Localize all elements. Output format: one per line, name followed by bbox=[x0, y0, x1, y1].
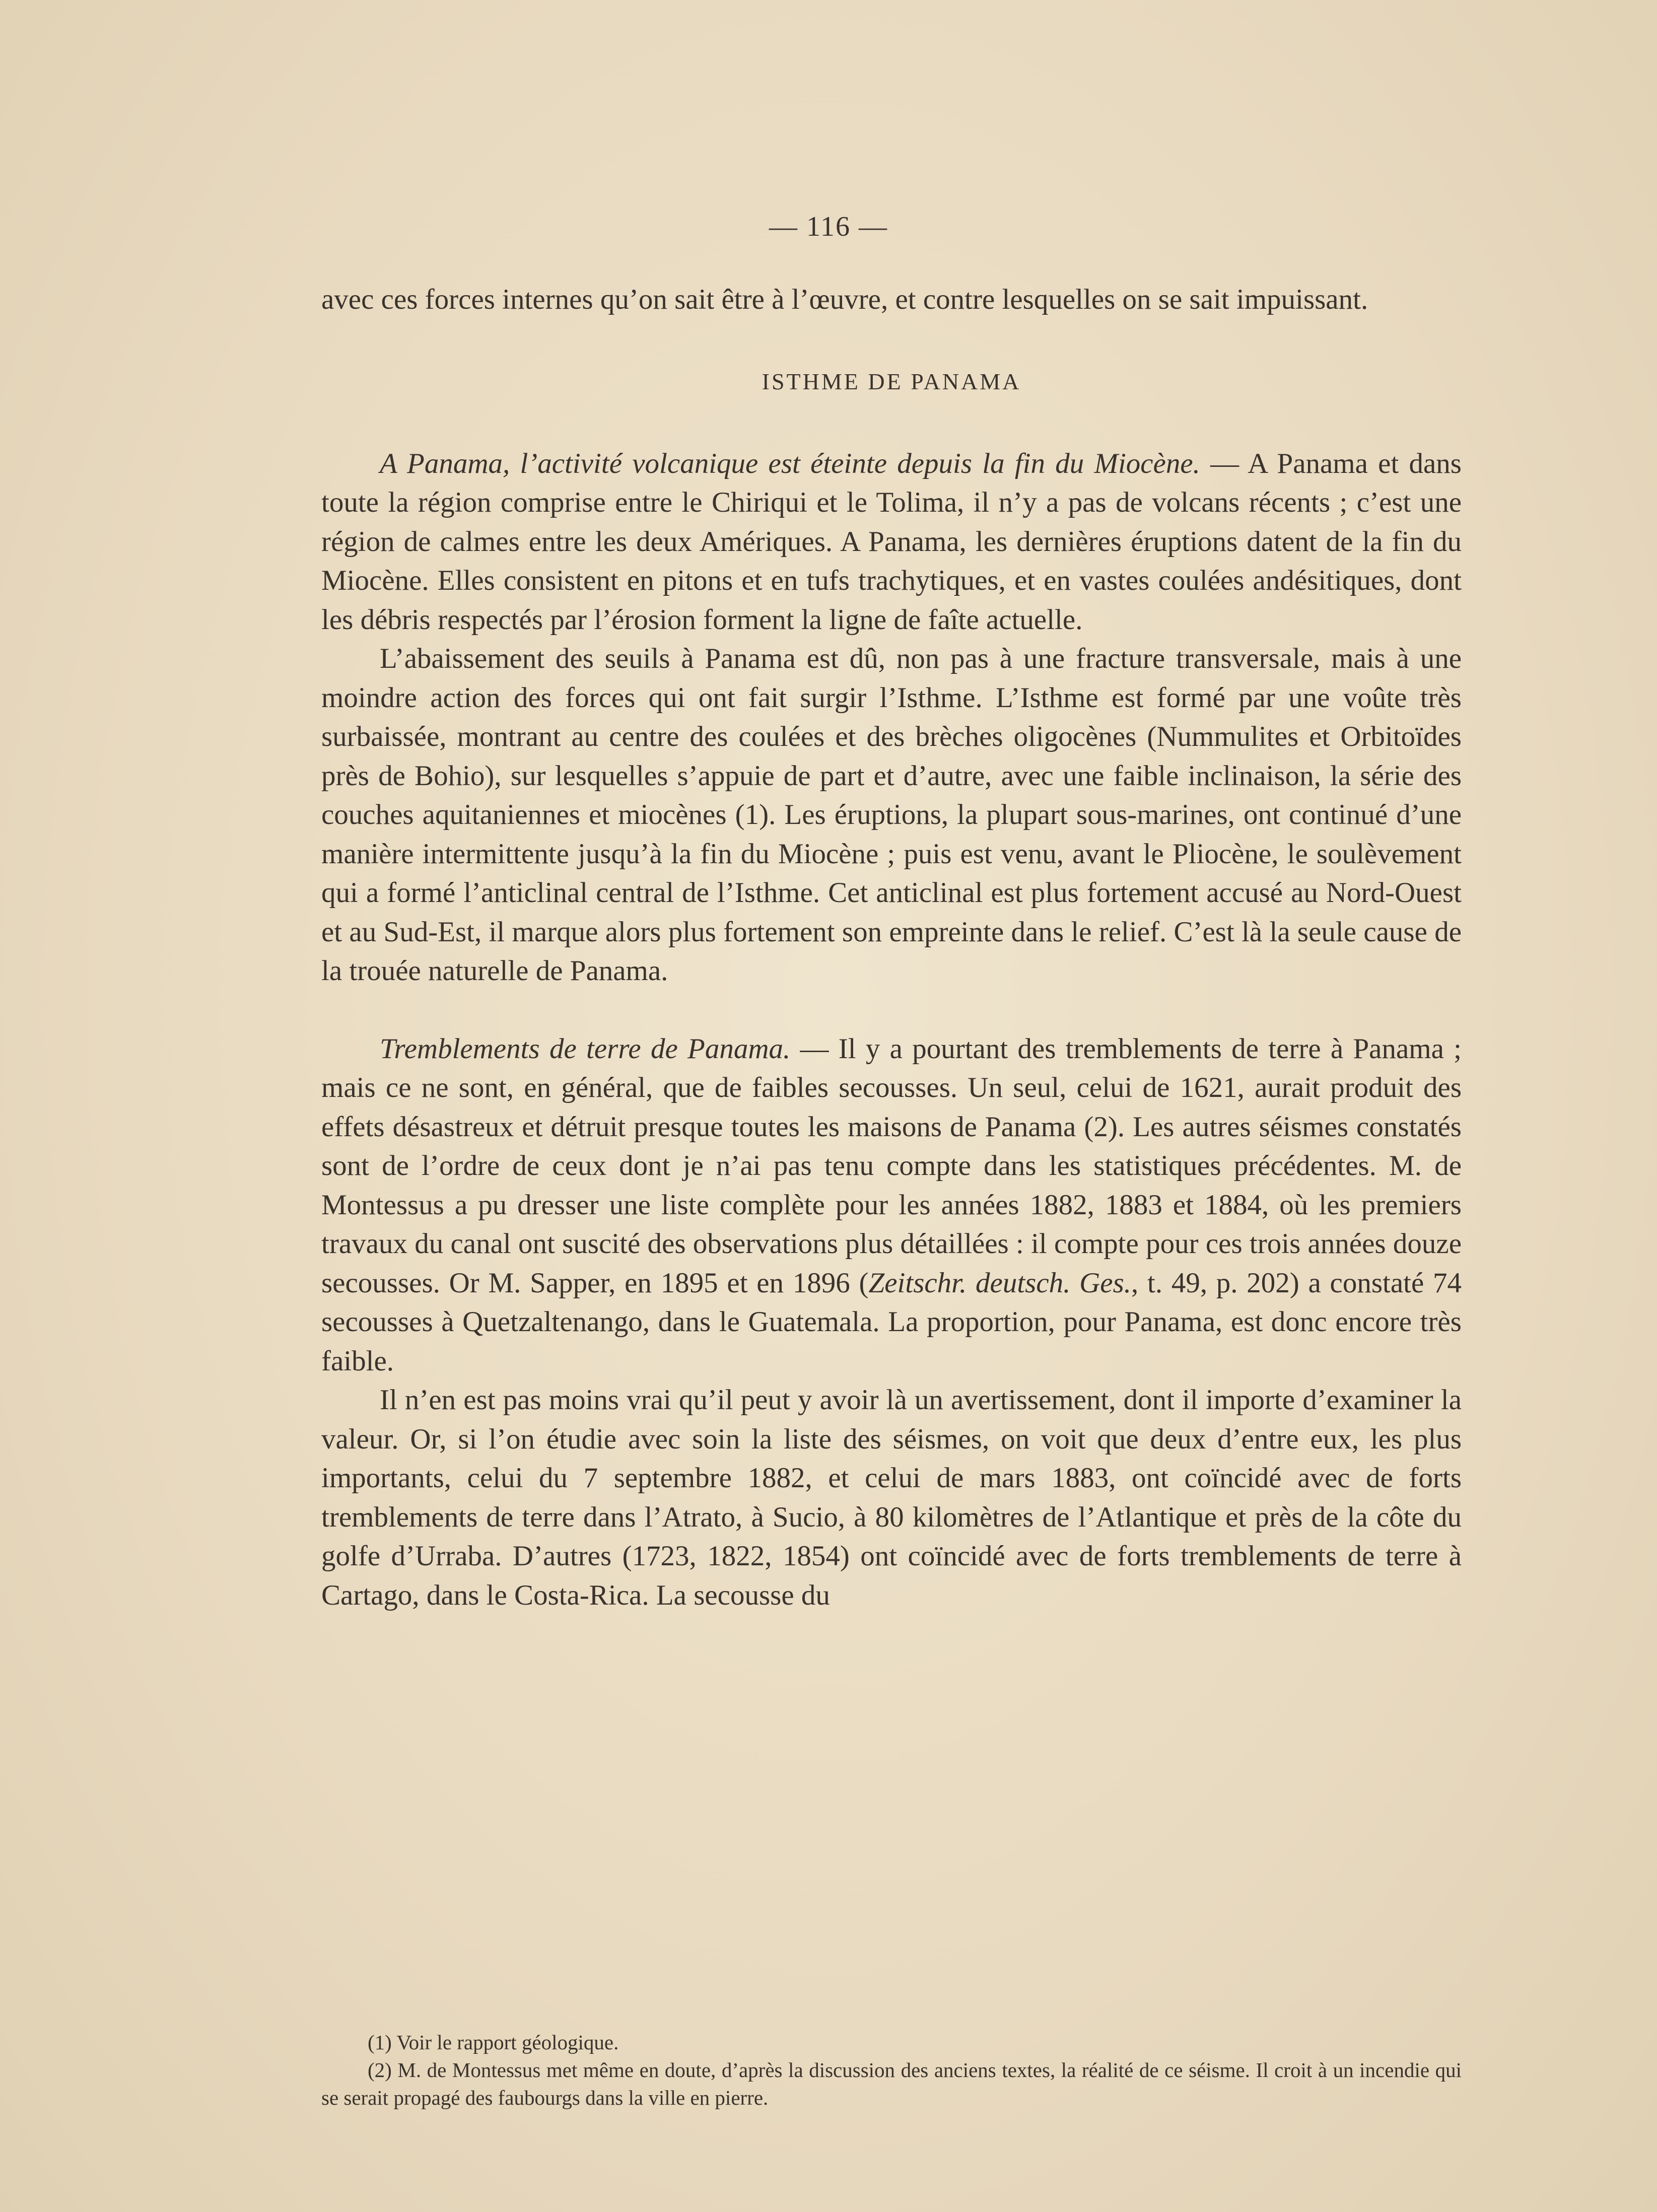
footnote-1: (1) Voir le rapport géologique. bbox=[368, 2031, 619, 2054]
paragraph-isthmus-structure: L’abaissement des seuils à Panama est dû, non pas à une fracture transversale, mais à une moindre action des forces qui ont fait surgir l’Isthme. L’Isthme est formé par une voûte très surbaissée, montrant au centre des coulées et des brèches oligocènes (Nummulites et Orbitoïdes près de Bohio), sur lesquelles s’appuie de part et d’autre, avec une faible inclinaison, la série des couches aquitaniennes et miocènes (1). Les éruptions, la plupart sous-marines, ont continué d’une manière intermittente jusqu’à la fin du Miocène ; puis est venu, avant le Pliocène, le soulèvement qui a formé l’anticlinal central de l’Isthme. Cet anticlinal est plus fortement accusé au Nord-Ouest et au Sud-Est, il marque alors plus fortement son empreinte dans le relief. C’est là la seule cause de la trouée naturelle de Panama. bbox=[321, 643, 1462, 987]
citation-journal: Zeitschr. deutsch. Ges. bbox=[868, 1267, 1132, 1299]
intro-paragraph: avec ces forces internes qu’on sait être à l’œuvre, et contre lesquelles on se sait impuissant. bbox=[321, 284, 1368, 315]
paragraph-earthquakes-title: Tremblements de terre de Panama. bbox=[380, 1032, 791, 1065]
paragraph-earthquakes-body-b: , t. 49, p. 202) a constaté 74 secousses à Quetzaltenango, dans le Guatemala. La proportion, pour Panama, est donc encore très faible. bbox=[321, 1267, 1462, 1377]
paragraph-warning: Il n’en est pas moins vrai qu’il peut y avoir là un avertissement, dont il importe d’examiner la valeur. Or, si l’on étudie avec soin la liste des séismes, on voit que deux d’entre eux, les plus importants, celui du 7 septembre 1882, et celui de mars 1883, ont coïncidé avec de forts tremblements de terre dans l’Atrato, à Sucio, à 80 kilomètres de l’Atlantique et près de la côte du golfe d’Urraba. D’autres (1723, 1822, 1854) ont coïncidé avec de forts tremblements de terre à Cartago, dans le Costa-Rica. La secousse du bbox=[321, 1384, 1462, 1611]
page-number: — 116 — bbox=[769, 211, 888, 242]
paragraph-volcanic-activity-title: A Panama, l’activité volcanique est éteinte depuis la fin du Miocène. bbox=[380, 447, 1200, 479]
paragraph-earthquakes bbox=[321, 1029, 1462, 1381]
footnote-2: (2) M. de Montessus met même en doute, d’après la discussion des anciens textes, la réalité de ce séisme. Il croit à un incendie qui se serait propagé des faubourgs dans la ville en pierre. bbox=[321, 2058, 1462, 2109]
paragraph-earthquakes-body-a: — Il y a pourtant des tremblements de terre à Panama ; mais ce ne sont, en général, que de faibles secousses. Un seul, celui de 1621, aurait produit des effets désastreux et détruit presque toutes les maisons de Panama (2). Les autres séismes constatés sont de l’ordre de ceux dont je n’ai pas tenu compte dans les statistiques précédentes. M. de Montessus a pu dresser une liste complète pour les années 1882, 1883 et 1884, où les premiers travaux du canal ont suscité des observations plus détaillées : il compte pour ces trois années douze secousses. Or M. Sapper, en 1895 et en 1896 ( bbox=[321, 1032, 1462, 1299]
paragraph-volcanic-activity bbox=[321, 444, 1462, 640]
section-heading: ISTHME DE PANAMA bbox=[762, 368, 1021, 394]
paragraph-volcanic-activity-body: — A Panama et dans toute la région comprise entre le Chiriqui et le Tolima, il n’y a pas de volcans récents ; c’est une région de calmes entre les deux Amériques. A Panama, les dernières éruptions datent de la fin du Miocène. Elles consistent en pitons et en tufs trachytiques, et en vastes coulées andésitiques, dont les débris respectés par l’érosion forment la ligne de faîte actuelle. bbox=[321, 447, 1462, 636]
body-text bbox=[321, 280, 1462, 1615]
footnotes bbox=[321, 2029, 1462, 2112]
paragraph-gap bbox=[321, 991, 1462, 1029]
